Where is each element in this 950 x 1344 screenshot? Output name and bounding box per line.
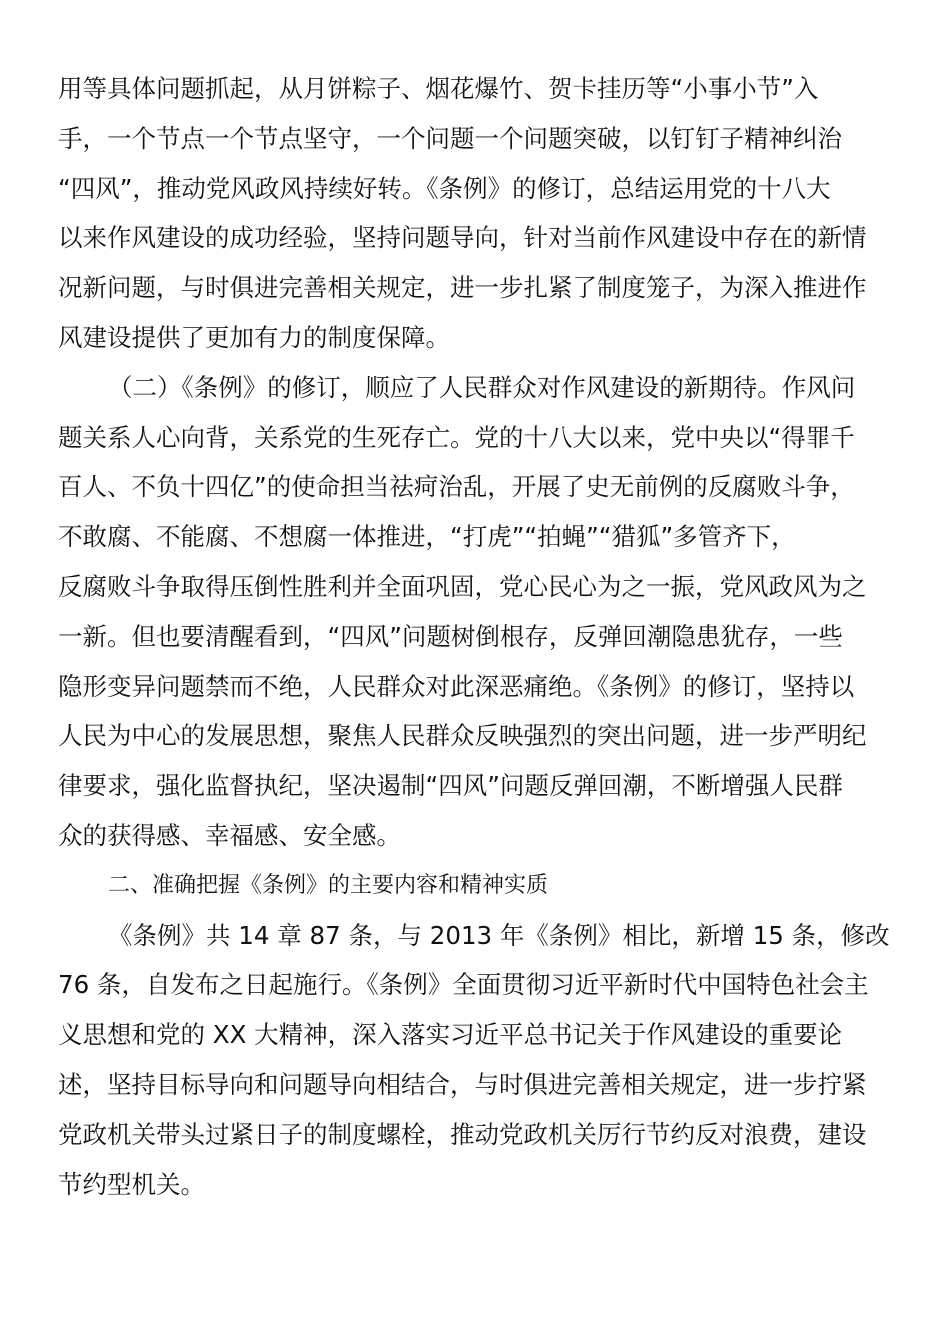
paragraph-line: 况新问题，与时俱进完善相关规定，进一步扎紧了制度笼子，为深入推进作 [58,273,867,303]
paragraph-line: 述，坚持目标导向和问题导向相结合，与时俱进完善相关规定，进一步拧紧 [58,1069,867,1099]
paragraph-line: 手，一个节点一个节点坚守，一个问题一个问题突破，以钉钉子精神纠治 [58,123,842,153]
paragraph-line: 题关系人心向背，关系党的生死存亡。党的十八大以来，党中央以“得罪千 [58,422,855,452]
paragraph-line: 义思想和党的 XX 大精神，深入落实习近平总书记关于作风建设的重要论 [58,1020,843,1050]
paragraph-line: 风建设提供了更加有力的制度保障。 [58,322,450,352]
paragraph-line: 党政机关带头过紧日子的制度螺栓，推动党政机关厉行节约反对浪费，建设 [58,1119,867,1149]
paragraph-line: “四风”，推动党风政风持续好转。《条例》的修订，总结运用党的十八大 [58,173,831,203]
paragraph-line: 一新。但也要清醒看到，“四风”问题树倒根存，反弹回潮隐患犹存，一些 [58,621,843,651]
paragraph-line: 以来作风建设的成功经验，坚持问题导向，针对当前作风建设中存在的新情 [58,223,867,253]
paragraph-line: （二）《条例》的修订，顺应了人民群众对作风建设的新期待。作风问 [108,372,856,402]
paragraph-line: 人民为中心的发展思想，聚焦人民群众反映强烈的突出问题，进一步严明纪 [58,721,867,751]
paragraph-line: 节约型机关。 [58,1169,205,1199]
paragraph-line: 反腐败斗争取得压倒性胜利并全面巩固，党心民心为之一振，党风政风为之 [58,571,867,601]
paragraph-line: 众的获得感、幸福感、安全感。 [58,820,401,850]
paragraph-line: 76 条，自发布之日起施行。《条例》全面贯彻习近平新时代中国特色社会主 [58,970,869,1000]
paragraph-line: 用等具体问题抓起，从月饼粽子、烟花爆竹、贺卡挂历等“小事小节”入 [58,74,819,103]
section-heading: 二、准确把握《条例》的主要内容和精神实质 [108,872,549,898]
paragraph-line: 百人、不负十四亿”的使命担当祛疴治乱，开展了史无前例的反腐败斗争， [58,472,855,502]
paragraph-line: 隐形变异问题禁而不绝，人民群众对此深恶痛绝。《条例》的修订，坚持以 [58,671,855,701]
paragraph-line: 不敢腐、不能腐、不想腐一体推进，“打虎”“拍蝇”“猎狐”多管齐下， [58,522,796,552]
paragraph-line: 律要求，强化监督执纪，坚决遏制“四风”问题反弹回潮，不断增强人民群 [58,771,843,801]
document-body [58,64,892,1209]
paragraph-line: 《条例》共 14 章 87 条，与 2013 年《条例》相比，新增 15 条，修改 [108,920,890,950]
